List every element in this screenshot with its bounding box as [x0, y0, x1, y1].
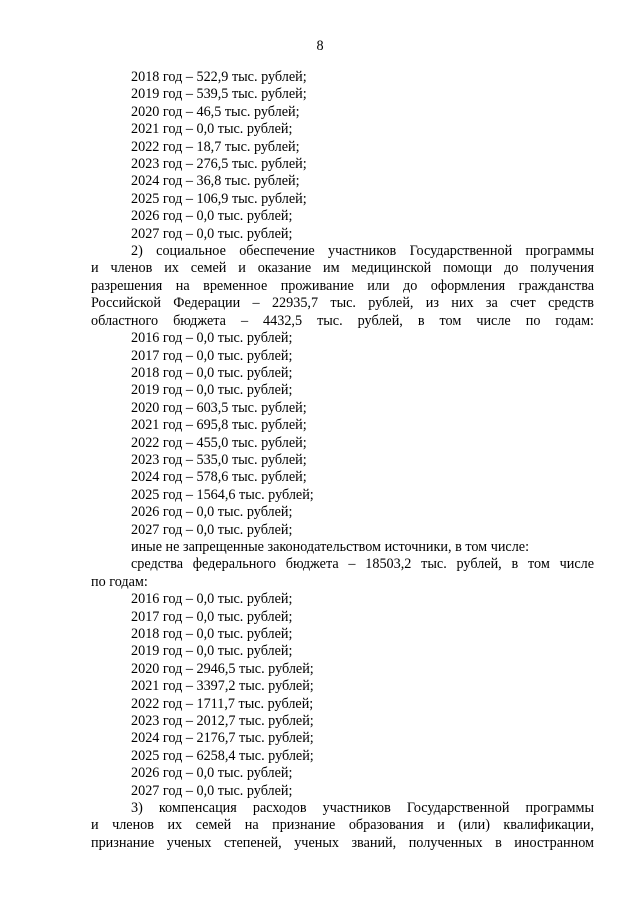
list-item: 2027 год – 0,0 тыс. рублей;: [131, 225, 293, 242]
funding-by-year-list-2: [91, 330, 594, 539]
list-item: 2019 год – 0,0 тыс. рублей;: [131, 382, 293, 399]
paragraph-line: и членов их семей на признание образования и (или) квалификации,: [91, 817, 594, 834]
list-item: 2024 год – 578,6 тыс. рублей;: [131, 469, 307, 486]
other-sources-line: иные не запрещенные законодательством источники, в том числе:: [131, 538, 530, 555]
paragraph-compensation: [91, 800, 594, 852]
list-item: 2022 год – 455,0 тыс. рублей;: [131, 434, 307, 451]
list-item: 2017 год – 0,0 тыс. рублей;: [131, 608, 293, 625]
list-item: 2026 год – 0,0 тыс. рублей;: [131, 504, 293, 521]
list-item: 2022 год – 18,7 тыс. рублей;: [131, 138, 300, 155]
list-item: 2024 год – 36,8 тыс. рублей;: [131, 173, 300, 190]
page-content: [91, 69, 594, 852]
paragraph-line: Российской Федерации – 22935,7 тыс. рублей, из них за счет средств: [91, 295, 594, 312]
list-item: 2019 год – 0,0 тыс. рублей;: [131, 643, 293, 660]
paragraph-line: 2) социальное обеспечение участников Государственной программы: [131, 243, 594, 260]
list-item: 2026 год – 0,0 тыс. рублей;: [131, 208, 293, 225]
page-number: 8: [316, 38, 324, 54]
list-item: 2023 год – 2012,7 тыс. рублей;: [131, 713, 314, 730]
paragraph-line: областного бюджета – 4432,5 тыс. рублей, в том числе по годам:: [91, 312, 594, 329]
list-item: 2025 год – 106,9 тыс. рублей;: [131, 190, 307, 207]
list-item: 2022 год – 1711,7 тыс. рублей;: [131, 695, 314, 712]
list-item: 2020 год – 46,5 тыс. рублей;: [131, 103, 300, 120]
paragraph-line: по годам:: [91, 573, 148, 590]
list-item: 2018 год – 0,0 тыс. рублей;: [131, 364, 293, 381]
paragraph-line: разрешения на временное проживание или до оформления гражданства: [91, 277, 594, 294]
list-item: 2025 год – 6258,4 тыс. рублей;: [131, 747, 314, 764]
list-item: 2017 год – 0,0 тыс. рублей;: [131, 347, 293, 364]
paragraph-line: и членов их семей и оказание им медицинской помощи до получения: [91, 260, 594, 277]
list-item: 2020 год – 2946,5 тыс. рублей;: [131, 660, 314, 677]
list-item: 2024 год – 2176,7 тыс. рублей;: [131, 730, 314, 747]
list-item: 2019 год – 539,5 тыс. рублей;: [131, 86, 307, 103]
list-item: 2027 год – 0,0 тыс. рублей;: [131, 782, 293, 799]
list-item: 2016 год – 0,0 тыс. рублей;: [131, 591, 293, 608]
list-item: 2021 год – 3397,2 тыс. рублей;: [131, 678, 314, 695]
paragraph-social-support: [91, 243, 594, 330]
funding-by-year-list-1: [91, 69, 594, 243]
list-item: 2021 год – 695,8 тыс. рублей;: [131, 417, 307, 434]
list-item: 2018 год – 0,0 тыс. рублей;: [131, 626, 293, 642]
paragraph-federal-budget: [91, 556, 594, 591]
list-item: 2025 год – 1564,6 тыс. рублей;: [131, 486, 314, 503]
paragraph-line: 3) компенсация расходов участников Государственной программы: [131, 800, 594, 817]
list-item: 2023 год – 535,0 тыс. рублей;: [131, 451, 307, 468]
paragraph-line: признание ученых степеней, ученых званий, полученных в иностранном: [91, 834, 594, 851]
list-item: 2020 год – 603,5 тыс. рублей;: [131, 399, 307, 416]
funding-by-year-list-3: [91, 591, 594, 800]
list-item: 2016 год – 0,0 тыс. рублей;: [131, 330, 293, 347]
list-item: 2026 год – 0,0 тыс. рублей;: [131, 765, 293, 782]
list-item: 2021 год – 0,0 тыс. рублей;: [131, 121, 293, 138]
list-item: 2023 год – 276,5 тыс. рублей;: [131, 156, 307, 173]
list-item: 2027 год – 0,0 тыс. рублей;: [131, 521, 293, 538]
paragraph-line: средства федерального бюджета – 18503,2 тыс. рублей, в том числе: [131, 556, 594, 573]
list-item: 2018 год – 522,9 тыс. рублей;: [131, 69, 307, 85]
